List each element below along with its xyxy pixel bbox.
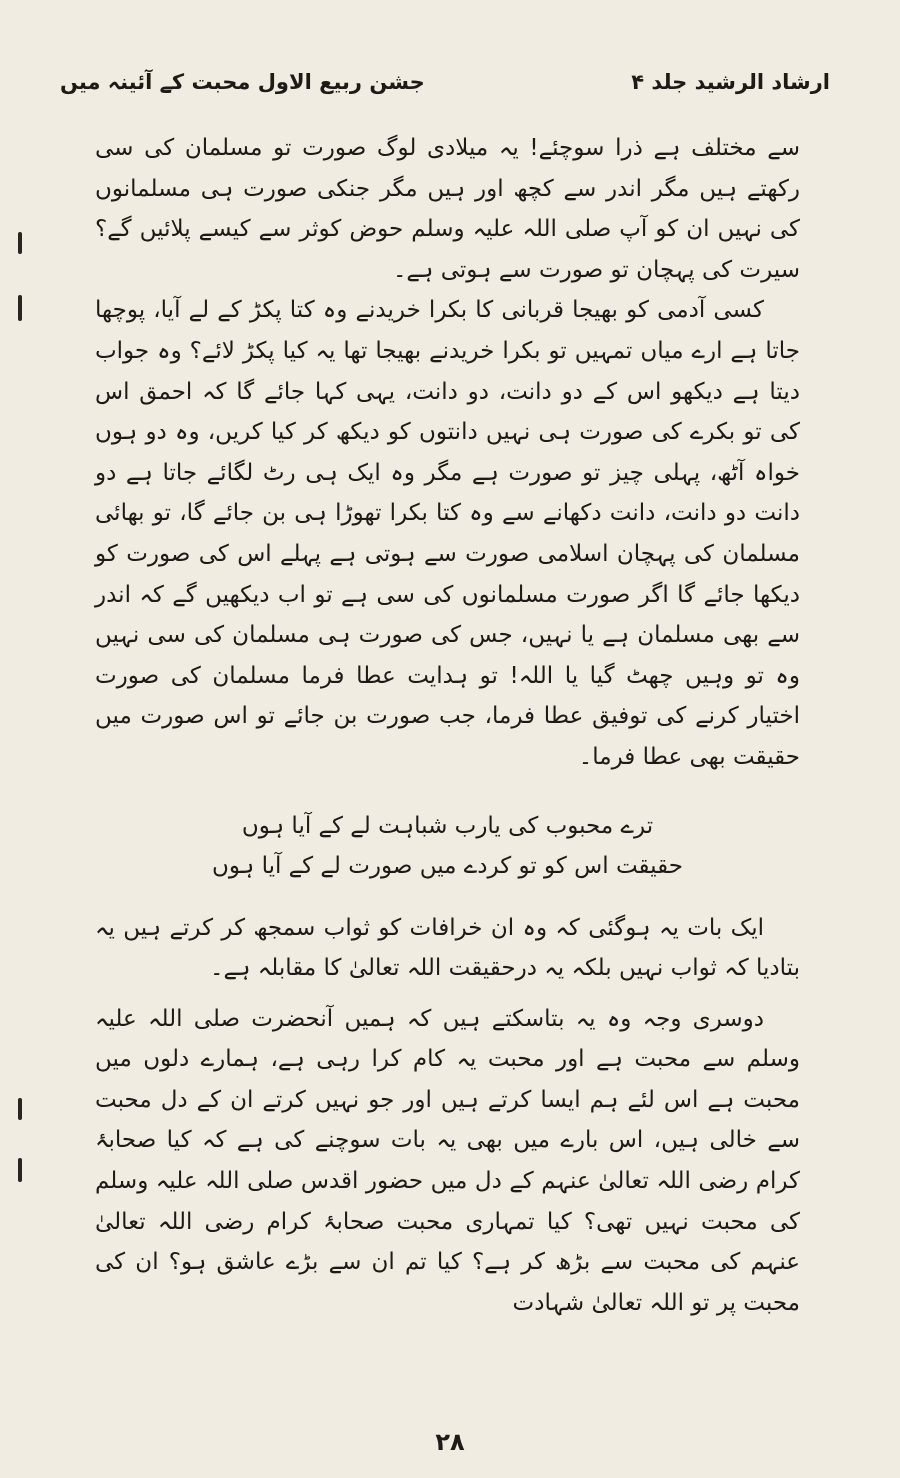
chapter-title: جشن ربیع الاول محبت کے آئینہ میں: [60, 70, 425, 94]
paragraph: ایک بات یہ ہوگئی کہ وہ ان خرافات کو ثواب سمجھ کر کرتے ہیں یہ بتادیا کہ ثواب نہیں بلکہ یہ درحقیقت اللہ تعالیٰ کا مقابلہ ہے۔: [95, 914, 800, 982]
verse-line: ترے محبوب کی یارب شباہت لے کے آیا ہوں: [241, 812, 654, 839]
margin-mark: [18, 232, 22, 254]
running-header: [60, 70, 830, 110]
verse-line: حقیقت اس کو تو کردے میں صورت لے کے آیا ہوں: [212, 852, 683, 879]
paragraph: کسی آدمی کو بھیجا قربانی کا بکرا خریدنے وہ کتا پکڑ کے لے آیا، پوچھا جاتا ہے ارے میاں تمہیں تو بکرا خریدنے بھیجا تھا یہ کیا پکڑ لائے؟ وہ جواب دیتا ہے دیکھو اس کے دو دانت، دو دانت، یہی کہا جائے گا کہ احمق اس کی تو بکرے کی صورت ہی نہیں دانتوں کو دیکھ کر کیا کریں، وہ دو ہوں خواہ آٹھ، پہلی چیز تو صورت ہے مگر وہ ایک ہی رٹ لگائے جاتا ہے دو دانت دو دانت، دانت دکھانے سے وہ کتا بکرا تھوڑا ہی بن جائے گا، تو بھائی مسلمان کی پہچان اسلامی صورت سے ہوتی ہے پہلے اس کی صورت کو دیکھا جائے گا اگر صورت مسلمانوں کی سی ہے تو اب دیکھیں گے کہ اندر سے بھی مسلمان ہے یا نہیں، جس کی صورت ہی مسلمان کی سی نہیں وہ تو وہیں چھٹ گیا یا اللہ! تو ہدایت عطا فرما مسلمان کی صورت اختیار کرنے کی توفیق عطا فرما، جب صورت بن جائے تو اس صورت میں حقیقت بھی عطا فرما۔: [95, 297, 800, 770]
paragraph: سے مختلف ہے ذرا سوچئے! یہ میلادی لوگ صورت تو مسلمان کی سی رکھتے ہیں مگر اندر سے کچھ اور ہیں مگر جنکی صورت ہی مسلمانوں کی نہیں ان کو آپ صلی اللہ علیہ وسلم حوض کوثر سے کیسے پلائیں گے؟ سیرت کی پہچان تو صورت سے ہوتی ہے۔: [95, 135, 800, 283]
body-text: [95, 128, 800, 1323]
paragraph: دوسری وجہ وہ یہ بتاسکتے ہیں کہ ہمیں آنحضرت صلی اللہ علیہ وسلم سے محبت ہے اور محبت یہ کام کرا رہی ہے، ہمارے دلوں میں محبت ہے اس لئے ہم ایسا کرتے ہیں اور جو نہیں کرتے ان کے دل محبت سے خالی ہیں، اس بارے میں بھی یہ بات سوچنے کی ہے کہ کیا صحابۂ کرام رضی اللہ تعالیٰ عنہم کے دل میں حضور اقدس صلی اللہ علیہ وسلم کی محبت نہیں تھی؟ کیا تمہاری محبت صحابۂ کرام رضی اللہ تعالیٰ عنہم کی محبت سے بڑھ کر ہے؟ کیا تم ان سے بڑے عاشق ہو؟ ان کی محبت پر تو اللہ تعالیٰ شہادت: [95, 1005, 800, 1316]
book-title: ارشاد الرشید جلد ۴: [631, 70, 830, 94]
margin-mark: [18, 1098, 22, 1120]
margin-mark: [18, 1158, 22, 1182]
verse: [95, 806, 800, 886]
page-number: ۲۸: [435, 1428, 465, 1456]
margin-mark: [18, 295, 22, 321]
